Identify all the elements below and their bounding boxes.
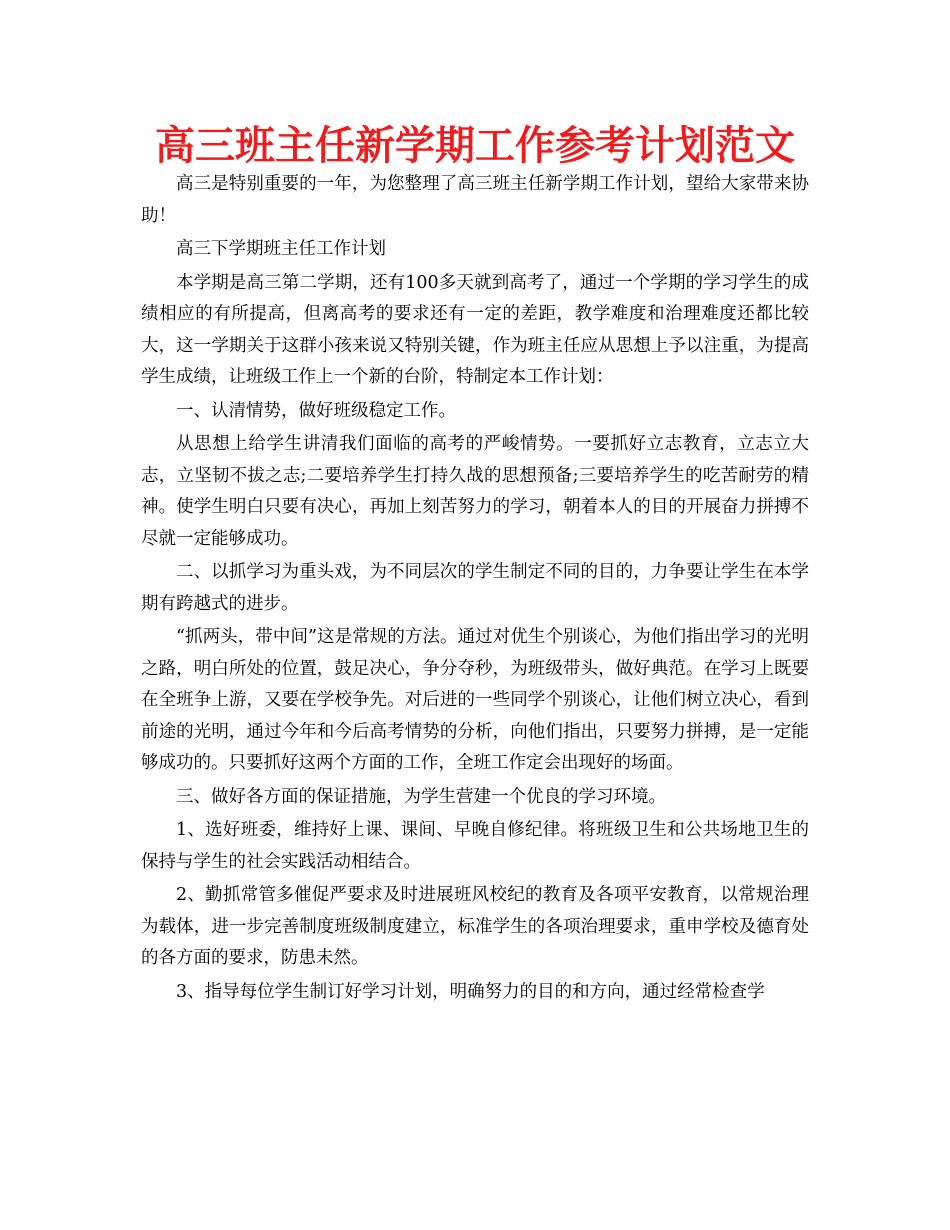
paragraph-intro: 高三是特别重要的一年，为您整理了高三班主任新学期工作计划，望给大家带来协助！ [141,174,809,226]
paragraph-section-1-body: 从思想上给学生讲清我们面临的高考的严峻情势。一要抓好立志教育，立志立大志，立坚韧不拔之志;二要培养学生打持久战的思想预备;三要培养学生的吃苦耐劳的精神。使学生明白只要有决心，再加上刻苦努力的学习，朝着本人的目的开展奋力拼搏不尽就一定能够成功。 [141,434,809,549]
paragraph-item-2: 2、勤抓常管多催促严要求及时进展班风校纪的教育及各项平安教育，以常规治理为载体，进一步完善制度班级制度建立，标准学生的各项治理要求，重申学校及德育处的各方面的要求，防患未然。 [141,885,809,968]
document-title: 高三班主任新学期工作参考计划范文 [155,123,795,169]
paragraph-background: 本学期是高三第二学期，还有100多天就到高考了，通过一个学期的学习学生的成绩相应的有所提高，但离高考的要求还有一定的差距，教学难度和治理难度还都比较大，这一学期关于这群小孩来说又特别关键，作为班主任应从思想上予以注重，为提高学生成绩，让班级工作上一个新的台阶，特制定本工作计划： [141,272,809,387]
paragraph-section-2-body: “抓两头，带中间”这是常规的方法。通过对优生个别谈心，为他们指出学习的光明之路，明白所处的位置，鼓足决心，争分夺秒，为班级带头，做好典范。在学习上既要在全班争上游，又要在学校争先。对后进的一些同学个别谈心，让他们树立决心，看到前途的光明，通过今年和今后高考情势的分析，向他们指出，只要努力拼搏，是一定能够成功的。只要抓好这两个方面的工作，全班工作定会出现好的场面。 [141,627,809,773]
paragraph-section-3-heading: 三、做好各方面的保证措施，为学生营建一个优良的学习环境。 [176,786,666,807]
paragraph-section-1-heading: 一、认清情势，做好班级稳定工作。 [176,400,456,421]
paragraph-item-3: 3、指导每位学生制订好学习计划，明确努力的目的和方向，通过经常检查学 [176,981,765,1002]
paragraph-section-2-heading: 二、以抓学习为重头戏，为不同层次的学生制定不同的目的，力争要让学生在本学期有跨越式的进步。 [141,562,809,614]
document-body [141,169,809,1010]
paragraph-subtitle: 高三下学期班主任工作计划 [176,239,386,259]
paragraph-item-1: 1、选好班委，维持好上课、课间、早晚自修纪律。将班级卫生和公共场地卫生的保持与学生的社会实践活动相结合。 [141,820,809,872]
